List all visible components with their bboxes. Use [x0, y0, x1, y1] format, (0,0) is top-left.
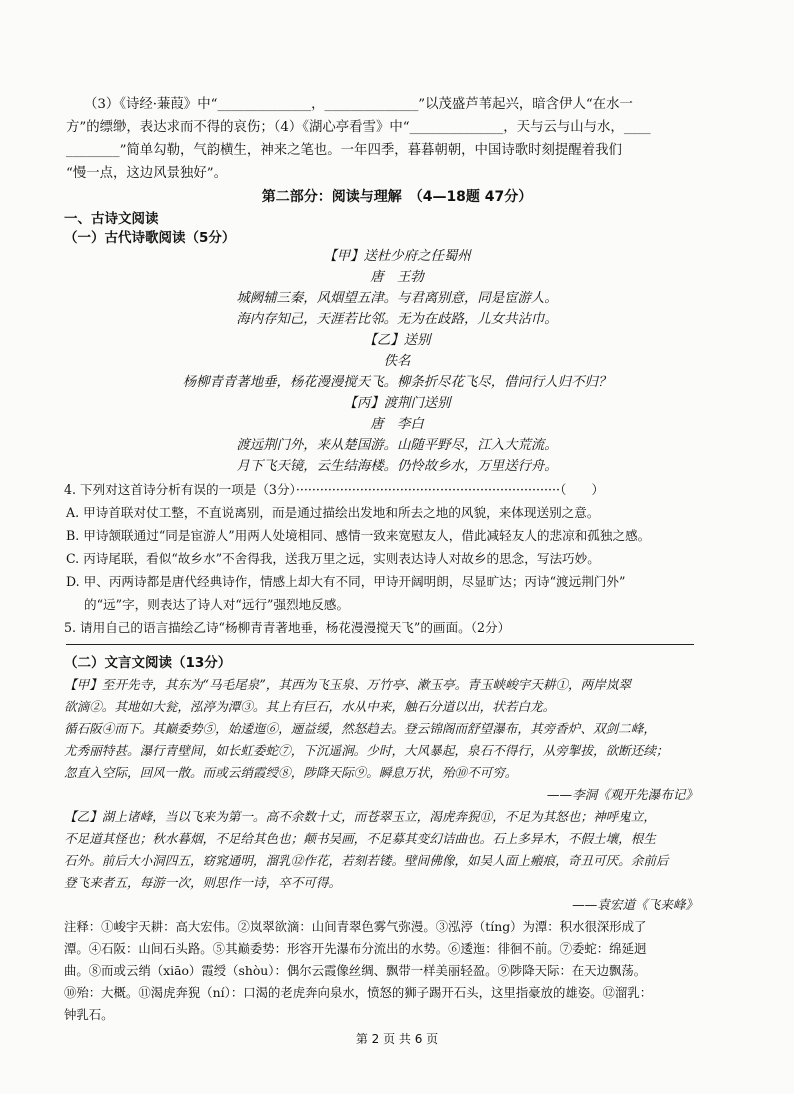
q3-line4: “慢一点，这边风景独好”。: [66, 166, 227, 181]
text-a-p2-line1: 循石阪④而下。其巅委势⑤，始逶迤⑥，逦益缓，然怒趋去。登云锦阁而舒望瀑布，其旁香炉、双剑二峰，: [64, 721, 656, 736]
section1-heading: 一、古诗文阅读: [64, 211, 159, 227]
text-b-line4: 登飞来者五，每游一次，则思作一诗，卒不可得。: [64, 875, 342, 890]
section1-sub1-heading: （一）古代诗歌阅读（5分）: [64, 230, 236, 246]
poem1-title: 【甲】送杜少府之任蜀州: [323, 249, 471, 264]
section1-sub2-heading: （二）文言文阅读（13分）: [64, 655, 232, 671]
page-footer: 第 2 页 共 6 页: [355, 1032, 439, 1046]
q4-option-d-line2: 的“远”字，则表达了诗人对“远行”强烈地反感。: [84, 597, 350, 612]
text-a-p1-line1: 【甲】至开先寺，其东为“马毛尾泉”，其西为飞玉泉、万竹亭、漱玉亭。青玉峡峻宇天耕①，两岸岚翠: [64, 677, 632, 692]
text-b-line3: 石外。前后大小洞四五，窈窕通明，溜乳⑫作花，若刻若镂。壁间佛像，如吴人面上瘢痕，奇丑可厌。余前后: [64, 853, 669, 868]
q3-line2: 方”的缥缈，表达求而不得的哀伤；（4）《湖心亭看雪》中“______________，天与云与山与水，____: [66, 120, 651, 135]
q4-option-b: B. 甲诗颔联通过“同是宦游人”用两人处境相同、感情一致来宽慰友人，借此减轻友人的悲凉和孤独之感。: [66, 528, 651, 543]
text-b-source: ——袁宏道《飞来峰》: [572, 897, 698, 912]
poem3-line2: 月下飞天镜，云生结海楼。仍怜故乡水，万里送行舟。: [236, 459, 558, 474]
poem2-title: 【乙】送别: [363, 333, 431, 348]
poem3-author: 唐 李白: [370, 417, 424, 432]
text-a-p2-line2: 尤秀丽特甚。瀑行青壁间，如长虹委蛇⑦，下沉遥涧。少时，大风暴起，泉石不得行，从旁掣拔，欲断还续；: [64, 743, 669, 758]
poem2-author: 佚名: [383, 354, 411, 369]
poem3-title: 【丙】渡荆门送别: [343, 396, 451, 411]
text-b-line2: 不足道其怪也；秋水暮烟，不足给其色也；颠书吴画，不足募其变幻诘曲也。石上多异木，不假土壤，根生: [64, 831, 656, 846]
poem1-line1: 城阙辅三秦，风烟望五津。与君离别意，同是宦游人。: [236, 291, 558, 306]
q4-option-c: C. 丙诗尾联，看似“故乡水”不舍得我，送我万里之远，实则表达诗人对故乡的思念，写法巧妙。: [66, 551, 600, 566]
poem3-line1: 渡远荆门外，来从楚国游。山随平野尽，江入大荒流。: [236, 438, 558, 453]
q3-line3: ________”简单勾勒，气韵横生，神来之笔也。一年四季，暮暮朝朝，中国诗歌时刻提醒着我们: [66, 143, 622, 158]
text-a-source: ——李洞《观开先瀑布记》: [546, 787, 698, 802]
notes-line5: 钟乳石。: [64, 1007, 114, 1022]
q3-line1: （3）《诗经·蒹葭》中“______________，______________”以茂盛芦苇起兴，暗含伊人“在水一: [84, 97, 633, 112]
poem1-line2: 海内存知己，天涯若比邻。无为在歧路，儿女共沾巾。: [236, 312, 558, 327]
q4-stem: 4. 下列对这首诗分析有误的一项是（3分）··································································（ ）: [64, 482, 605, 497]
text-a-p1-line2: 欲滴②。其地如大瓮，泓渟为潭③。其上有巨石，水从中来，触石分道以出，状若白龙。: [64, 699, 556, 714]
notes-line1: 注释：①峻宇天耕：高大宏伟。②岚翠欲滴：山间青翠色雾气弥漫。③泓渟（tíng）为潭：积水很深形成了: [64, 919, 647, 934]
q5-question: 5. 请用自己的语言描绘乙诗“杨柳青青著地垂，杨花漫漫搅天飞”的画面。（2分）: [64, 620, 511, 635]
poem2-line1: 杨柳青青著地垂，杨花漫漫搅天飞。柳条折尽花飞尽，借问行人归不归？: [182, 375, 612, 390]
q4-option-d-line1: D. 甲、丙两诗都是唐代经典诗作，情感上却大有不同，甲诗开阔明朗，尽显旷达；丙诗“渡远荆门外”: [66, 574, 626, 589]
q4-option-a: A. 甲诗首联对仗工整，不直说离别，而是通过描绘出发地和所去之地的风貌，来体现送别之意。: [66, 505, 600, 520]
text-a-p2-line3: 忽直入空际，回风一散。而或云绡霞绶⑧，陟降天际⑨。瞬息万状，殆⑩不可穷。: [64, 765, 518, 780]
notes-line2: 潭。④石阪：山间石头路。⑤其巅委势：形容开先瀑布分流出的水势。⑥逶迤：徘徊不前。⑦委蛇：绵延迥: [64, 941, 647, 956]
notes-line3: 曲。⑧而或云绡（xiāo）霞绶（shòu）：偶尔云霞像丝绸、飘带一样美丽轻盈。⑨陟降天际：在天边飘荡。: [64, 963, 647, 978]
poem1-author: 唐 王勃: [370, 270, 424, 285]
answer-line: [66, 644, 694, 645]
text-b-line1: 【乙】湖上诸峰，当以飞来为第一。高不余数十丈，而苍翠玉立，渴虎奔猊⑪，不足为其怒也；神呼鬼立，: [64, 809, 656, 824]
part2-title: 第二部分：阅读与理解 （4—18题 47分）: [261, 189, 533, 205]
notes-line4: ⑩殆：大概。⑪渴虎奔猊（ní）：口渴的老虎奔向泉水，愤怒的狮子踢开石头，这里指豪放的雄姿。⑫溜乳：: [64, 985, 653, 1000]
